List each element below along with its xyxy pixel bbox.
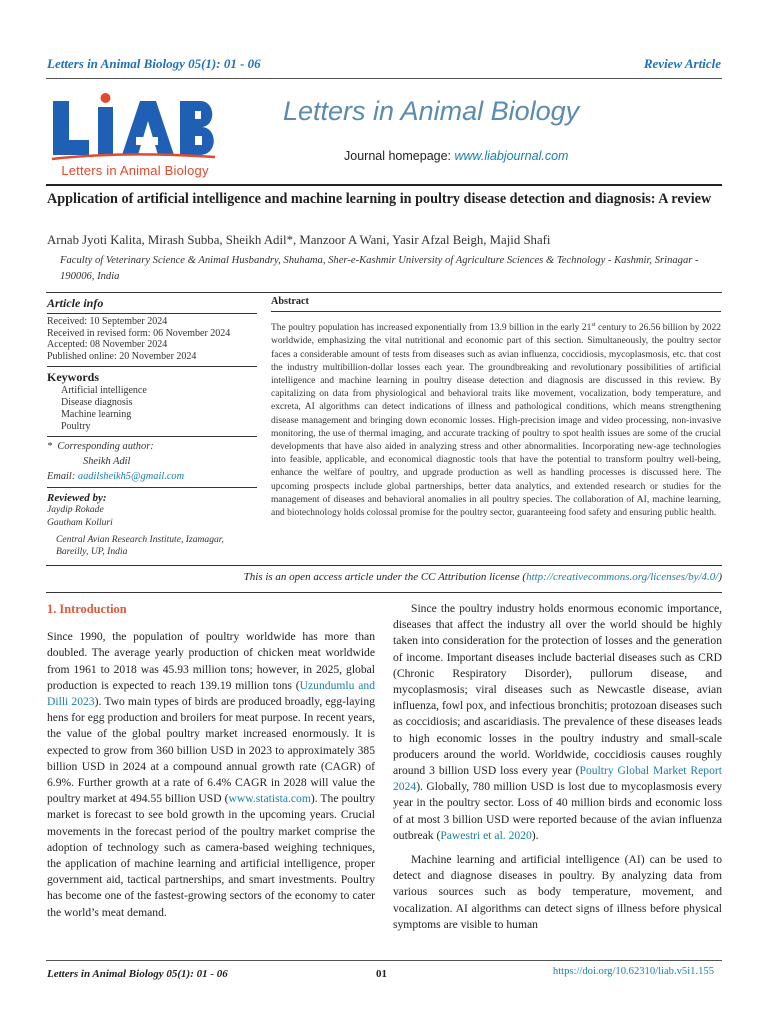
journal-logo: [50, 93, 220, 183]
keywords-rule: [47, 436, 257, 437]
published-date: Published online: 20 November 2024: [47, 350, 197, 362]
paragraph-text: ). The poultry market is forecast to see bold growth in the upcoming years. Crucial movements in the forecast period of the poultry market comprise the adoption of technology such as camera-based weighing techniques, the application of machine learning and artificial intelligence, proper government aid, tactical partnerships, and smart investments. Poultry has become one of the fastest-growing sectors of the economy to cater the world’s meat demand.: [47, 792, 375, 919]
keyword-item: Machine learning: [61, 409, 132, 421]
license-close: ): [718, 571, 722, 583]
article-authors: Arnab Jyoti Kalita, Mirash Subba, Sheikh Adil*, Manzoor A Wani, Yasir Afzal Beigh, Majid Shafi: [47, 233, 551, 247]
keyword-item: Poultry: [61, 421, 91, 433]
article-title: Application of artificial intelligence and machine learning in poultry disease detection and diagnosis: A review: [47, 191, 712, 207]
paragraph-text: Since the poultry industry holds enormous economic importance, diseases that affect the industry all over the world should be highly taken into consideration for the protection of losses and the generation of income. Important diseases include bacterial diseases such as CRD (Chronic Respiratory Disorder), pullorum disease, and mycoplasmosis; viral diseases such as Newcastle disease, avian influenza, fowl pox, and infectious bronchitis; protozoan diseases such as coccidiosis; and ascaridiasis. The prevalence of these diseases leads to high economic losses in the poultry industry and small-scale producers around the world. Worldwide, coccidiosis causes roughly around 3 billion USD loss every year (: [393, 602, 722, 778]
logo-tagline: Letters in Animal Biology: [61, 163, 209, 178]
running-header-journal: Letters in Animal Biology 05(1): 01 - 06: [47, 56, 261, 71]
license-text: This is an open access article under the CC Attribution license (: [243, 571, 527, 583]
reviewer-affiliation: Central Avian Research Institute, Izamagar, Bareilly, UP, India: [56, 533, 224, 558]
keywords-heading: Keywords: [47, 370, 99, 385]
asterisk: *: [47, 441, 58, 453]
body-column-right: [393, 601, 722, 941]
received-date: Received: 10 September 2024: [47, 316, 168, 327]
abstract-panel: [271, 296, 721, 520]
masthead-rule: [46, 184, 722, 186]
homepage-label: Journal homepage:: [344, 149, 455, 163]
corresponding-label: Corresponding author:: [57, 441, 154, 453]
article-info-panel: [47, 296, 257, 559]
section-heading-introduction: 1. Introduction: [47, 602, 127, 616]
citation-link[interactable]: Poultry Global Market Report 2024: [393, 764, 722, 794]
email-rule: [47, 487, 257, 488]
homepage-link[interactable]: www.liabjournal.com: [454, 149, 569, 163]
doi-link[interactable]: https://doi.org/10.62310/liab.v5i1.155: [552, 966, 714, 977]
citation-link[interactable]: Pawestri et al. 2020: [440, 828, 532, 842]
paragraph-text: ). Globally, 780 million USD is lost due to mycoplasmosis every year in the poultry sector. Loss of 40 million birds and economic loss of at most 3 billion USD were reported because of the avian influenza outbreak (: [393, 780, 722, 842]
keyword-item: Disease diagnosis: [61, 397, 133, 409]
license-line: [244, 571, 722, 583]
email-link[interactable]: aadilsheikh5@gmail.com: [77, 471, 185, 483]
paragraph-text: ).: [531, 828, 539, 842]
reviewer-name: Jaydip Rokade: [47, 504, 104, 516]
article-info-heading: Article info: [47, 296, 104, 310]
journal-name: Letters in Animal Biology: [283, 96, 580, 126]
keywords-list: [61, 385, 257, 433]
header-rule: [46, 78, 722, 79]
footer-journal-ref: Letters in Animal Biology 05(1): 01 - 06: [47, 968, 228, 980]
article-dates: [47, 316, 257, 362]
corresponding-name: Sheikh Adil: [83, 456, 131, 468]
reviewed-by-label: Reviewed by:: [47, 492, 107, 505]
introduction-paragraph: [47, 629, 375, 921]
revised-date: Received in revised form: 06 November 2024: [47, 327, 231, 339]
abstract-rule: [271, 311, 721, 312]
citation-link[interactable]: Uzundumlu and Dilli 2023: [47, 678, 375, 709]
abstract-bottom-rule: [46, 565, 722, 566]
keyword-item: Artificial intelligence: [61, 385, 147, 397]
introduction-paragraph: Machine learning and artificial intelligence (AI) can be used to detect and diagnose diseases in poultry. By analyzing data from various sources such as body temperature, movement, and vocalization. AI algorithms can detect signs of illness before physical symptoms are visible to human: [393, 853, 722, 931]
abstract-superscript: st: [591, 322, 596, 328]
article-affiliation: Faculty of Veterinary Science & Animal Husbandry, Shuhama, Sher-e-Kashmir University of Agriculture Sciences & Technology - Kashmir, Srinagar - 190006, India: [60, 255, 699, 282]
reviewer-name: Gautham Kolluri: [47, 516, 113, 528]
email-label: Email:: [47, 471, 78, 483]
reviewers-list: [47, 504, 257, 529]
running-header-article-type: Review Article: [643, 56, 721, 71]
abstract-heading: Abstract: [271, 296, 309, 307]
accepted-date: Accepted: 08 November 2024: [47, 339, 168, 351]
abstract-text-part: The poultry population has increased exponentially from 13.9 billion in the early 21: [271, 323, 592, 334]
abstract-text: [271, 319, 721, 520]
page-number: 01: [376, 968, 387, 980]
title-rule: [46, 292, 722, 293]
corresponding-author: [47, 441, 257, 452]
journal-homepage: [344, 149, 568, 163]
footer-rule: [46, 960, 722, 961]
introduction-paragraph: [393, 601, 722, 844]
citation-link[interactable]: www.statista.com: [228, 792, 311, 806]
license-rule: [46, 592, 722, 593]
dates-rule: [47, 366, 257, 367]
license-link[interactable]: http://creativecommons.org/licenses/by/4.0/: [526, 571, 719, 583]
article-info-rule: [47, 313, 257, 314]
abstract-text-part: century to 26.56 billion by 2022 worldwide, emphasizing the vital nutritional and economic part of this section. Simultaneously, the poultry sector faces a considerable amount of tests from diseases such as avian influenza, coccidiosis, mycoplasmosis, etc. that cost the industry multibillion-dollar losses each year. The groundbreaking and revolutionary possibilities of artificial intelligence and machine learning in poultry disease detection and diagnosis are discussed in this review. By capitalizing on data from physiological and behavioral traits like movement, vocalization, body temperature, and excreta, AI algorithms can detect indications of illness and pathological conditions, which means strengthening disease management and bringing down economic losses. High-precision image and video processing, non-invasive monitoring, the use of thermal imaging, and accurate tracking of poultry to spot health issues are some of the crucial developments that have also aided in analyzing stress and other abnormalities. Incorporating new-age technologies into feasible, applicable, and economical diagnostic tools that have the potential to transform poultry well-being, enhance the welfare of poultry, and upgrade production as well as handling processes is discussed here. The upcoming prospects include global partnerships, better data analytics, and extended research or studies for the management of diseases and behavioral anomalies in all poultry species. The collaboration of AI, machine learning, and biotechnology holds colossal promise for the poultry sector, guaranteeing food safety and ensuring public health.: [271, 323, 721, 518]
paragraph-text: ). Two main types of birds are produced broadly, egg-laying hens for egg production and broilers for meat purpose. In recent years, the value of the global poultry market increased enormously. It is expected to grow from 360 billion USD in 2023 to approximately 385 billion USD in 2024 at a compound annual growth rate (CAGR) of 6.9%. Further growth at a rate of 6.4% CAGR in 2028 will value the poultry market at 494.55 billion USD (: [47, 695, 375, 806]
paragraph-text: Since 1990, the population of poultry worldwide has more than doubled. The average yearly production of chicken meat worldwide from 1961 to 2018 was 45.93 million tons; however, in 2025, global production is expected to reach 139.19 million tons (: [47, 630, 375, 692]
corresponding-email-line: [47, 471, 257, 482]
body-column-left: [47, 601, 375, 929]
